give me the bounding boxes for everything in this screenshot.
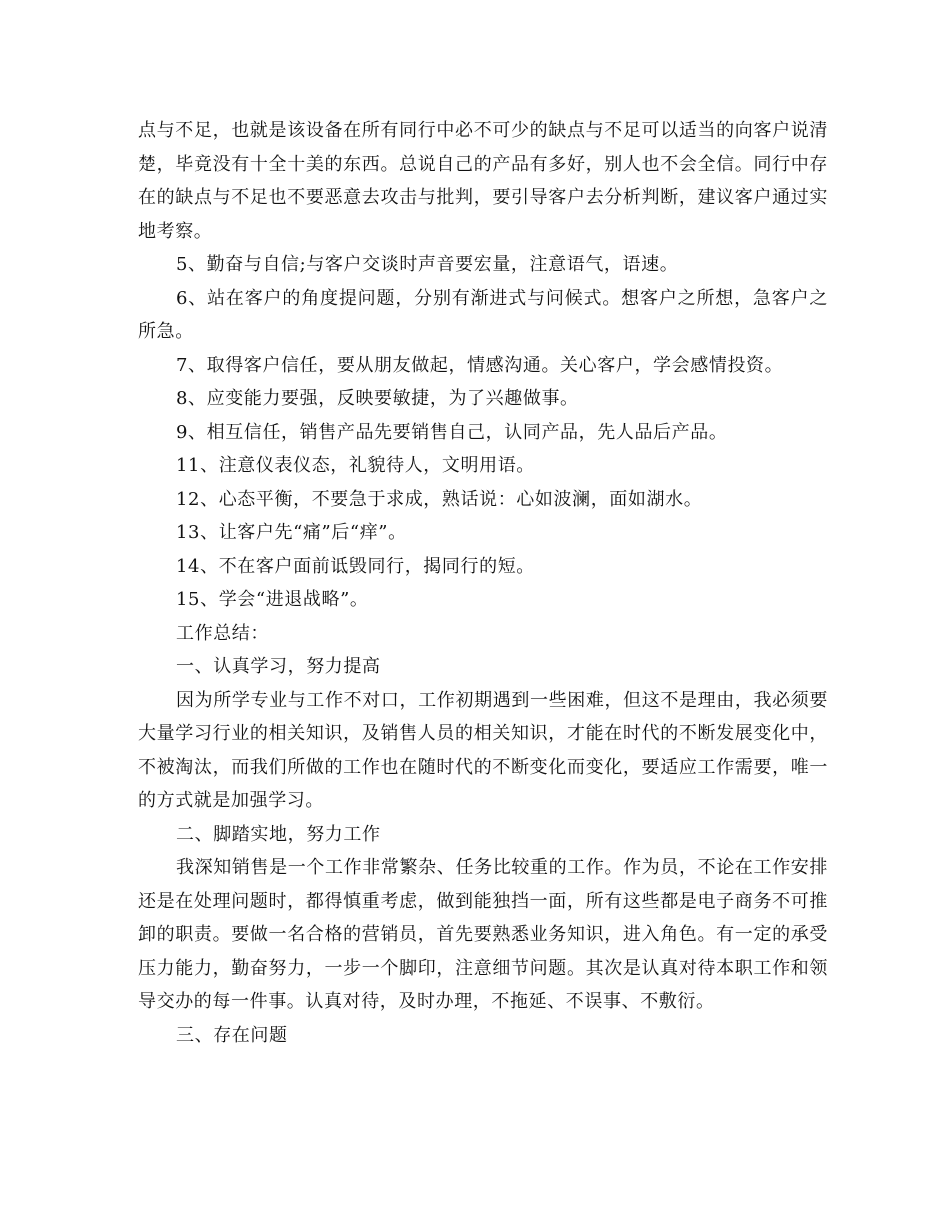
paragraph-item-7: 7、取得客户信任，要从朋友做起，情感沟通。关心客户，学会感情投资。 (176, 354, 784, 376)
paragraph-item-5: 5、勤奋与自信;与客户交谈时声音要宏量，注意语气，语速。 (176, 254, 679, 275)
section-heading-work-summary: 工作总结： (176, 622, 269, 644)
paragraph-continuation: 点与不足，也就是该设备在所有同行中必不可少的缺点与不足可以适当的向客户说清楚，毕竟没有十全十美的东西。总说自己的产品有多好，别人也不会全信。同行中存在的缺点与不足也不要恶意去攻击与批判，要引导客户去分析判断，建议客户通过实地考察。 (138, 120, 828, 242)
section-heading-problems: 三、存在问题 (176, 1024, 288, 1046)
paragraph-item-11: 11、注意仪表仪态，礼貌待人，文明用语。 (176, 455, 535, 476)
paragraph-item-14: 14、不在客户面前诋毁同行，揭同行的短。 (176, 555, 535, 577)
paragraph-item-6: 6、站在客户的角度提问题，分别有渐进式与问候式。想客户之所想，急客户之所急。 (138, 287, 828, 342)
section-heading-work: 二、脚踏实地，努力工作 (176, 823, 381, 845)
paragraph-study: 因为所学专业与工作不对口，工作初期遇到一些困难，但这不是理由，我必须要大量学习行业的相关知识，及销售人员的相关知识，才能在时代的不断发展变化中，不被淘汰，而我们所做的工作也在随时代的不断变化而变化，要适应工作需要，唯一的方式就是加强学习。 (138, 689, 828, 811)
document-body (138, 114, 828, 1052)
section-heading-study: 一、认真学习，努力提高 (176, 656, 381, 677)
paragraph-item-9: 9、相互信任，销售产品先要销售自己，认同产品，先人品后产品。 (176, 421, 728, 443)
paragraph-item-8: 8、应变能力要强，反映要敏捷，为了兴趣做事。 (176, 388, 579, 409)
paragraph-item-15: 15、学会“进退战略”。 (176, 589, 369, 610)
paragraph-item-13: 13、让客户先“痛”后“痒”。 (176, 522, 407, 543)
paragraph-item-12: 12、心态平衡，不要急于求成，熟话说：心如波澜，面如湖水。 (176, 488, 703, 510)
paragraph-work: 我深知销售是一个工作非常繁杂、任务比较重的工作。作为员，不论在工作安排还是在处理问题时，都得慎重考虑，做到能独挡一面，所有这些都是电子商务不可推卸的职责。要做一名合格的营销员，首先要熟悉业务知识，进入角色。有一定的承受压力能力，勤奋努力，一步一个脚印，注意细节问题。其次是认真对待本职工作和领导交办的每一件事。认真对待，及时办理，不拖延、不误事、不敷衍。 (138, 857, 828, 1012)
